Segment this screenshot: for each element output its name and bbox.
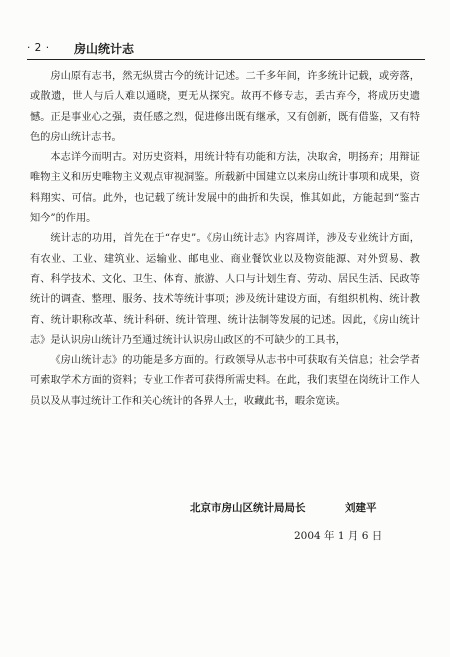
paragraph: 统计志的功用，首先在于“存史”。《房山统计志》内容周详，涉及专业统计方面，有农业、工业、建筑业、运输业、邮电业、商业餐饮业以及物资能源、对外贸易、教育、科学技术、文化、卫生、体育、旅游、人口与计划生育、劳动、居民生活、民政等统计的调查、整理、服务、技术等统计事项；涉及统计建设方面，有组织机构、统计教育、统计职称改革、统计科研、统计管理、统计法制等发展的记述。因此，《房山统计志》是认识房山统计乃至通过统计认识房山政区的不可缺少的工具书， [30,233,420,346]
signer-name: 刘建平 [345,502,377,514]
page-header [27,38,425,60]
paragraph: 房山原有志书，然无纵贯古今的统计记述。二千多年间，许多统计记载，或旁落，或散遗，世人与后人难以通晓，更无从探究。故再不修专志，丢古弃今，将成历史遗憾。正是事业心之强，责任感之烈，促进修出既有继承，又有创新，既有借鉴，又有特色的房山统计志书。 [30,71,420,143]
running-title: 房山统计志 [74,42,135,56]
paragraph: 本志详今而明古。对历史资料，用统计特有功能和方法，决取舍，明扬弃；用辩证唯物主义和历史唯物主义观点审视洞鉴。所载新中国建立以来房山统计事项和成果，资料翔实、可信。此外，也记载了统计发展中的曲折和失误，惟其如此，方能起到“鉴古知今”的作用。 [30,152,420,225]
preface-body [30,67,420,412]
header-rule [27,59,425,60]
page-number: · 2 · [27,42,50,54]
paragraph: 《房山统计志》的功能是多方面的。行政领导从志书中可获取有关信息；社会学者可索取学术方面的资料；专业工作者可获得所需史料。在此，我们衷望在岗统计工作人员以及从事过统计工作和关心统计的各界人士，收藏此书，暇余宽读。 [30,355,420,407]
signer-organization: 北京市房山区统计局局长 [190,502,306,514]
sign-date: 2004 年 1 月 6 日 [294,530,383,542]
